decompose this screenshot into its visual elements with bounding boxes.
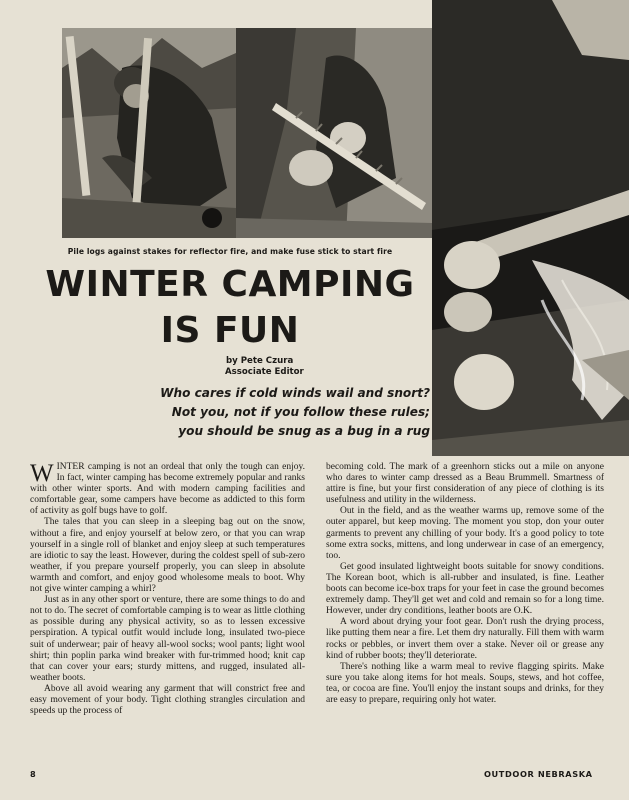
- page-number: 8: [30, 769, 36, 779]
- headline-line-1: WINTER CAMPING: [45, 264, 415, 305]
- paragraph: There's nothing like a warm meal to revive flagging spirits. Make sure you take along items for hot meals. Soups, stews, and hot coffee, tea, or cocoa are fine. You'll enjoy the instant soups and drinks, for they are easy to prepare, requiring only hot water.: [326, 661, 604, 705]
- paragraph: Above all avoid wearing any garment that will constrict free and easy movement of your body. Tight clothing strangles circulation and speeds up the process of: [30, 683, 305, 717]
- paragraph: Out in the field, and as the weather warms up, remove some of the outer apparel, but keep moving. The moment you stop, don your outer garments to prevent any chilling of your body. It's a good policy to tote some extra socks, mittens, and long underwear in case of an emergency, too.: [326, 506, 604, 561]
- magazine-name: OUTDOOR NEBRASKA: [484, 769, 593, 779]
- photo-camper-pounding-stakes: [62, 28, 236, 238]
- article-column-right: [326, 462, 604, 706]
- paragraph: becoming cold. The mark of a greenhorn sticks out a mile on anyone who dares to winter camp dressed as a Beau Brummell. Smartness of attire is fine, but your first consideration of any piece of clothing is its usefulness and utility in the wilderness.: [326, 462, 604, 506]
- paragraph: [30, 462, 305, 517]
- deck-line-3: you should be snug as a bug in a rug: [178, 424, 430, 438]
- photo-carving-fuse-stick: [236, 28, 432, 238]
- deck-line-2: Not you, not if you follow these rules;: [171, 405, 430, 419]
- byline-author: by Pete Czura: [226, 356, 294, 366]
- paragraph: Just as in any other sport or venture, there are some things to do and not to do. The secret of comfortable camping is to wear as little clothing as possible during any physical activity, so as to lessen excessive perspiration. A typical outfit would include long, insulated two-piece suit of underwear; pair of heavy all-wool socks; wool pants; light wool shirt; thin poplin parka wind breaker with fur-trimmed hood; knit cap that can cover your ears; sturdy mittens, and rugged, insulated all-weather boots.: [30, 595, 305, 683]
- paragraph: A word about drying your foot gear. Don't rush the drying process, like putting them near a fire. Let them dry naturally. Fill them with warm rocks or pebbles, or invert them over a stake. Never oil or grease any kind of rubber boots; they'll deteriorate.: [326, 617, 604, 661]
- byline-title: Associate Editor: [225, 367, 304, 377]
- photo-reflector-fire: [432, 0, 629, 456]
- paragraph: Get good insulated lightweight boots suitable for snowy conditions. The Korean boot, which is all-rubber and insulated, is fine. Leather boots can become ice-box traps for your feet in case the ground becomes extremely damp. They'll get wet and cold and remain so for a long time. However, under dry conditions, leather boots are O.K.: [326, 561, 604, 617]
- article-column-left: [30, 462, 305, 717]
- drop-cap: W: [30, 460, 54, 487]
- paragraph: The tales that you can sleep in a sleeping bag out on the snow, without a fire, and enjoy yourself at below zero, or that you can wrap yourself in a single roll of blanket and enjoy sleep at such temperatures are idiotic to say the least. However, during the coldest spell of sub-zero weather, if you prepare yourself properly, you can sleep in absolute warmth and comfort, and enjoy good wholesome meals to boot. Why not give winter camping a whirl?: [30, 517, 305, 595]
- photo-caption: Pile logs against stakes for reflector fire, and make fuse stick to start fire: [67, 247, 393, 256]
- deck-line-1: Who cares if cold winds wail and snort?: [160, 386, 430, 400]
- paragraph-text: INTER camping is not an ordeal that only the tough can enjoy. In fact, winter camping has become extremely popular and ranks with other winter sports. And with modern camping facilities and comfortable gear, some campers have become as addicted to this form of activity as golf bugs have to golf.: [30, 462, 305, 517]
- headline-line-2: IS FUN: [160, 310, 300, 351]
